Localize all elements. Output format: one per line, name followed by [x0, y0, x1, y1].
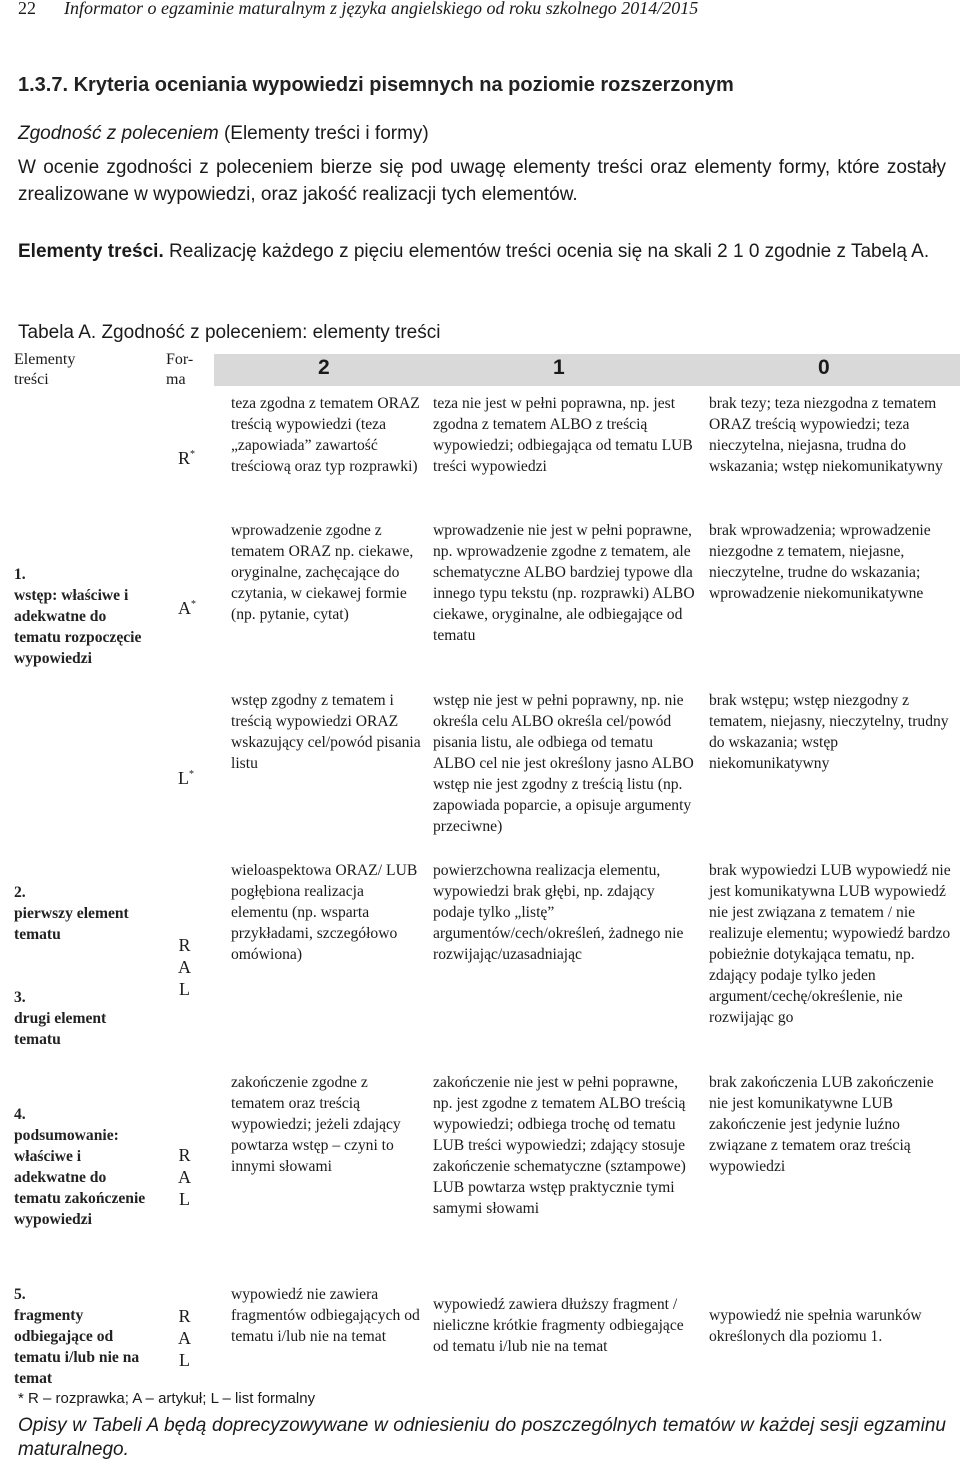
score-header-2: 2 — [318, 356, 330, 379]
forma-a: A* — [178, 598, 196, 618]
row-a-score-1: wprowadzenie nie jest w pełni poprawne, np. wprowadzenie zgodne z tematem, ale schematyczne ALBO bardziej typowe dla innego typu tekstu (np. rozprawki) ALBO ciekawe, oryginalne, ale odbiegające od tematu — [433, 522, 695, 644]
score-header-0: 0 — [818, 356, 830, 379]
row-4-score-1: zakończenie nie jest w pełni poprawne, np. jest zgodne z tematem ALBO treścią wypowiedzi; odbiega trochę od tematu LUB treści wypowiedzi; zdający stosuje zakończenie schematyczne (sztampowe) LUB powtarza wstęp praktycznie tymi samymi słowami — [433, 1074, 686, 1217]
row-4-score-2: zakończenie zgodne z tematem oraz treścią wypowiedzi; jeżeli zdający powtarza wstęp – czyni to innymi słowami — [231, 1074, 401, 1175]
row-r-score-1: teza nie jest w pełni poprawna, np. jest zgodna z tematem ALBO z treścią wypowiedzi; odbiegająca od tematu LUB treści wypowiedzi — [433, 395, 693, 475]
row-5-score-2: wypowiedź nie zawiera fragmentów odbiegających od tematu i/lub nie na temat — [231, 1286, 420, 1345]
row-l-score-0: brak wstępu; wstęp niezgodny z tematem, niejasny, nieczytelny, trudny do wskazania; wstęp niekomunikatywny — [709, 692, 949, 772]
row-a-score-0: brak wprowadzenia; wprowadzenie niezgodne z tematem, niejasne, nieczytelne, trudne do wskazania; wprowadzenie niekomunikatywne — [709, 522, 931, 602]
header-forma: For- ma — [166, 351, 194, 388]
row-l-score-1: wstęp nie jest w pełni poprawny, np. nie określa celu ALBO określa cel/powód pisania listu, ale odbiega od tematu ALBO cel nie jest określony jasno ALBO wstęp nie jest zgodny z treścią listu (np. zapowiada poparcie, a opisuje argumenty przeciwne) — [433, 692, 694, 835]
element-1-label: 1. wstęp: właściwe i adekwatne do tematu rozpoczęcie wypowiedzi — [14, 566, 142, 667]
table-caption: Tabela A. Zgodność z poleceniem: elementy treści — [18, 322, 441, 343]
page-header — [18, 0, 698, 19]
element-4-label: 4. podsumowanie: właściwe i adekwatne do tematu zakończenie wypowiedzi — [14, 1106, 146, 1228]
row-4-score-0: brak zakończenia LUB zakończenie nie jest komunikatywne LUB zakończenie jest jedynie luźno związane z tematem oraz treścią wypowiedzi — [709, 1074, 934, 1175]
row-5-score-1: wypowiedź zawiera dłuższy fragment / nieliczne krótkie fragmenty odbiegające od tematu i/lub nie na temat — [433, 1296, 684, 1355]
row-23-score-2: wieloaspektowa ORAZ/ LUB pogłębiona realizacja elementu (np. wsparta przykładami, szczegółowo omówiona) — [231, 862, 418, 963]
paragraph-1: W ocenie zgodności z poleceniem bierze się pod uwagę elementy treści oraz elementy formy, które zostały zrealizowane w wypowiedzi, oraz jakość realizacji tych elementów. — [18, 157, 946, 205]
forma-ral-elements-2-3: R A L — [178, 935, 191, 999]
score-header-1: 1 — [553, 356, 565, 379]
subtitle-rest: (Elementy treści i formy) — [218, 123, 429, 144]
forma-ral-element-5: R A L — [178, 1306, 191, 1370]
element-3-label: 3. drugi element tematu — [14, 989, 107, 1048]
row-r-score-2: teza zgodna z tematem ORAZ treścią wypowiedzi (teza „zapowiada” zawartość treściową oraz typ rozprawki) — [231, 395, 420, 475]
closing-note: Opisy w Tabeli A będą doprecyzowywane w odniesieniu do poszczególnych tematów w każdej sesji egzaminu maturalnego. — [18, 1415, 946, 1460]
row-5-score-0: wypowiedź nie spełnia warunków określonych dla poziomu 1. — [709, 1307, 922, 1345]
element-2-label: 2. pierwszy element tematu — [14, 884, 129, 943]
table-header — [12, 350, 952, 390]
forma-l: L* — [178, 768, 194, 788]
footnote: * R – rozprawka; A – artykuł; L – list formalny — [18, 1390, 316, 1407]
subtitle — [18, 120, 946, 147]
paragraph-2-rest: Realizację każdego z pięciu elementów treści ocenia się na skali 2 1 0 zgodnie z Tabelą A. — [163, 241, 930, 262]
row-23-score-0: brak wypowiedzi LUB wypowiedź nie jest komunikatywna LUB wypowiedź nie jest związana z tematem / nie realizuje elementu; wypowiedź bardzo pobieżnie dotykająca tematu, np. zdający podaje tylko jeden argument/cechę/określenie, nie rozwijając go — [709, 862, 951, 1026]
row-l-score-2: wstęp zgodny z tematem i treścią wypowiedzi ORAZ wskazujący cel/powód pisania listu — [231, 692, 421, 772]
subtitle-italic: Zgodność z poleceniem — [18, 123, 219, 144]
element-5-label: 5. fragmenty odbiegające od tematu i/lub nie na temat — [14, 1286, 140, 1387]
section-title: 1.3.7. Kryteria oceniania wypowiedzi pisemnych na poziomie rozszerzonym — [18, 74, 734, 96]
row-23-score-1: powierzchowna realizacja elementu, wypowiedzi brak głębi, np. zdający podaje tylko „listę” argumentów/cech/określeń, żadnego nie rozwijając/uzasadniając — [433, 862, 684, 963]
paragraph-2 — [18, 238, 946, 265]
forma-ral-element-4: R A L — [178, 1145, 191, 1209]
row-a-score-2: wprowadzenie zgodne z tematem ORAZ np. ciekawe, oryginalne, zachęcające do czytania, w ciekawej formie (np. pytanie, cytat) — [231, 522, 414, 623]
row-r-score-0: brak tezy; teza niezgodna z tematem ORAZ treścią wypowiedzi; teza nieczytelna, niejasna, trudna do wskazania; wstęp niekomunikatywny — [709, 395, 943, 475]
header-elementy: Elementy treści — [14, 351, 76, 388]
paragraph-2-bold: Elementy treści. — [18, 241, 164, 262]
page-number: 22 — [18, 0, 36, 18]
forma-r: R* — [178, 448, 196, 468]
header-title: Informator o egzaminie maturalnym z języka angielskiego od roku szkolnego 2014/2015 — [64, 0, 699, 18]
